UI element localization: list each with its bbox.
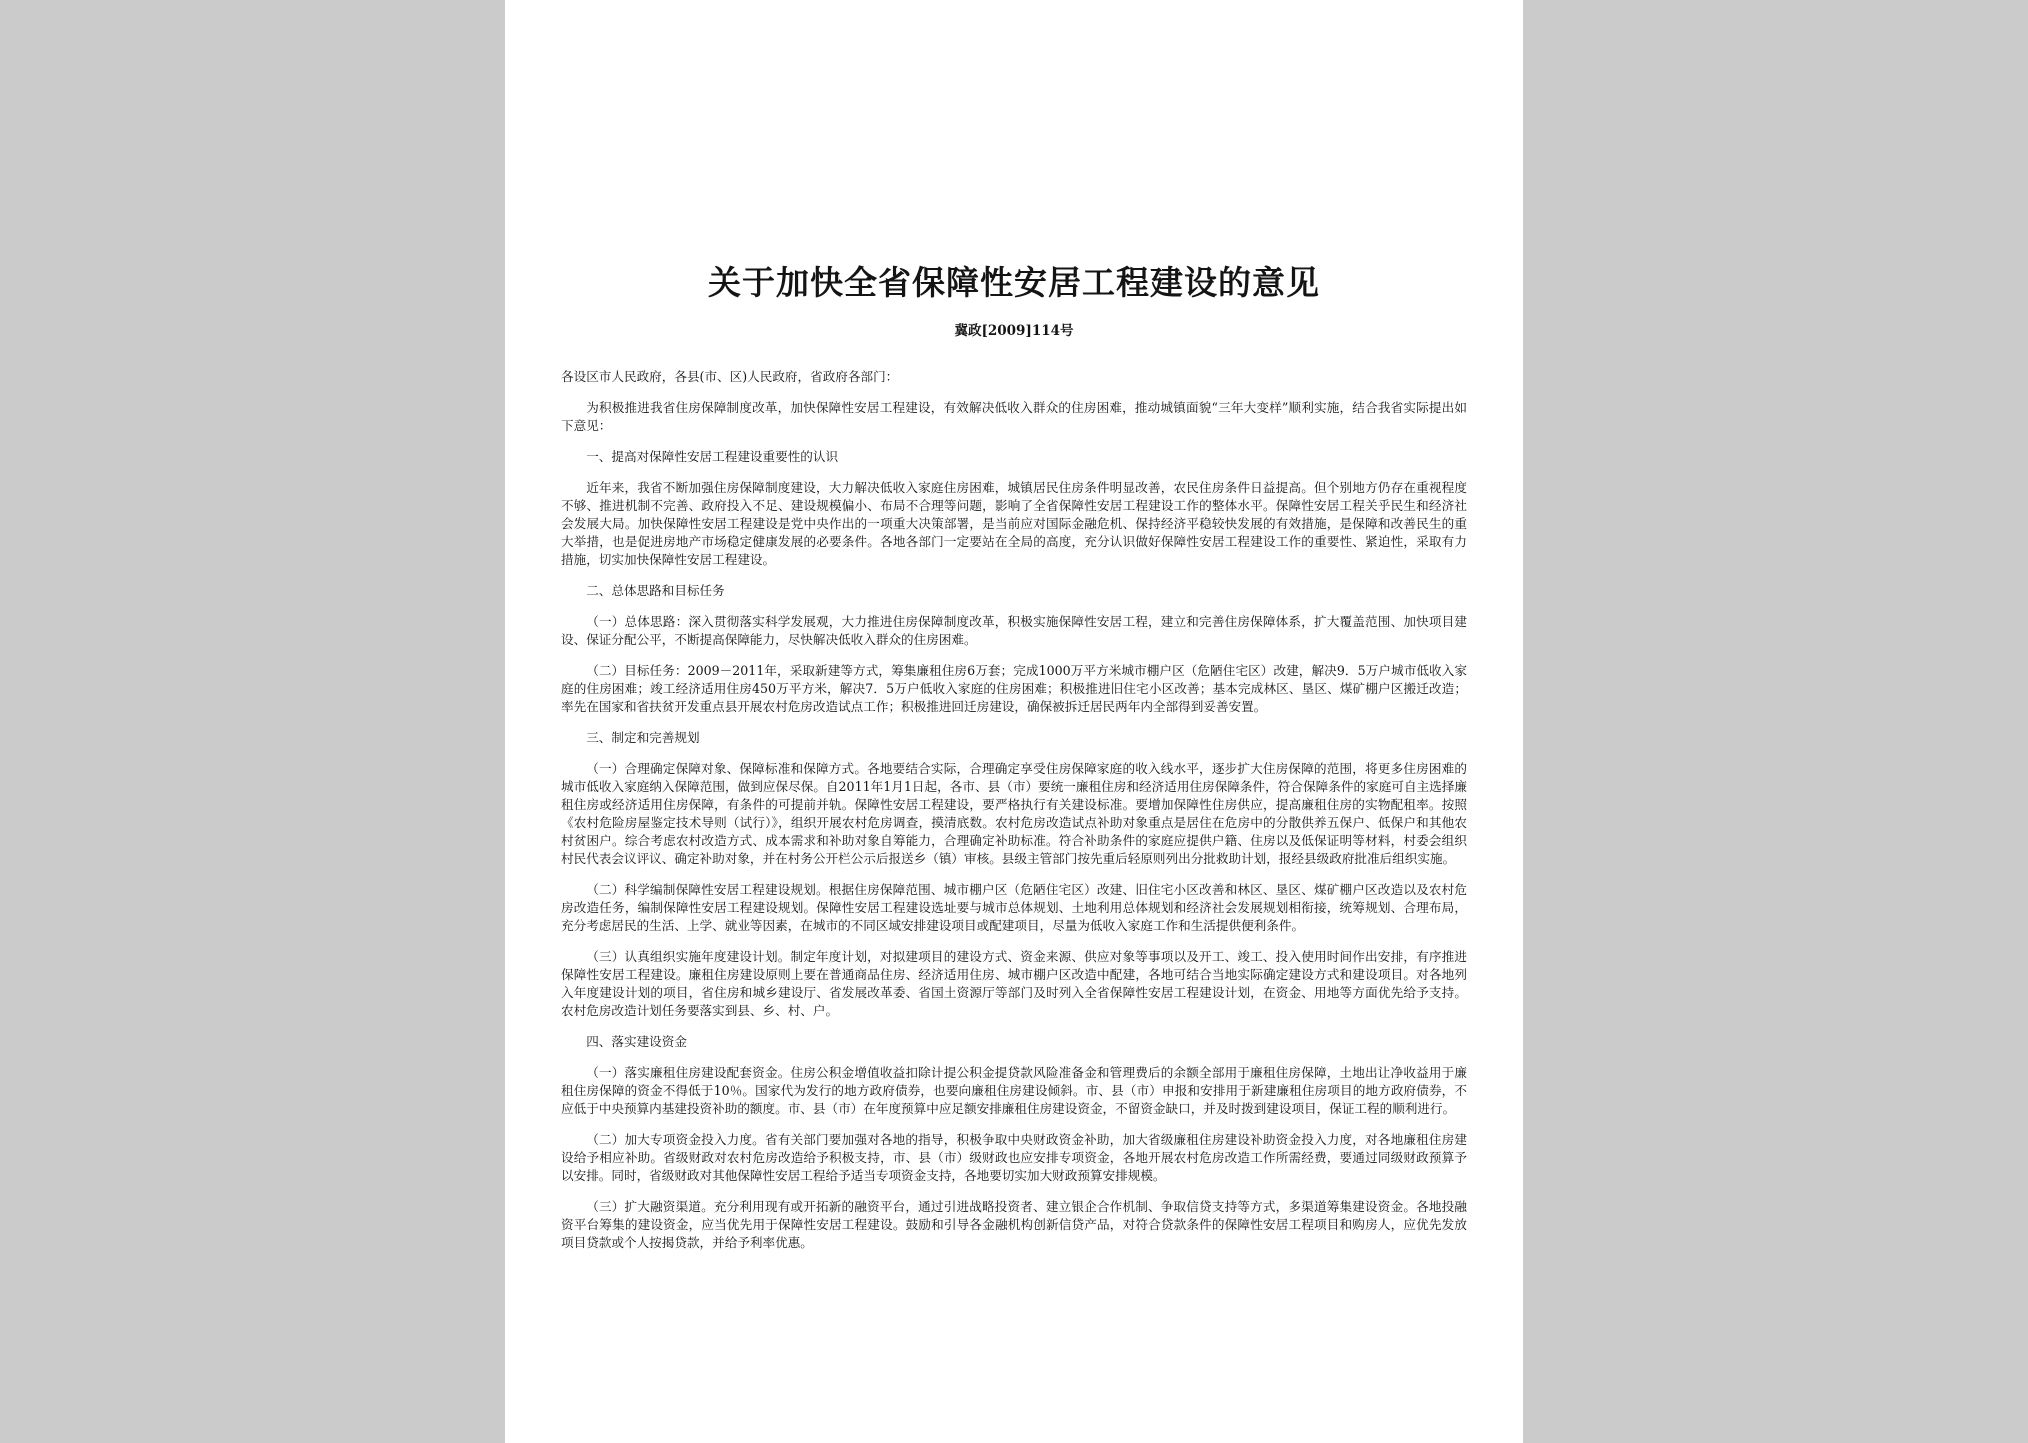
- intro-paragraph: 为积极推进我省住房保障制度改革，加快保障性安居工程建设，有效解决低收入群众的住房困难，推动城镇面貌“三年大变样”顺利实施，结合我省实际提出如下意见：: [561, 400, 1467, 433]
- document-title: 关于加快全省保障性安居工程建设的意见: [708, 263, 1320, 302]
- body-paragraph: （三）扩大融资渠道。充分利用现有或开拓新的融资平台，通过引进战略投资者、建立银企合作机制、争取信贷支持等方式，多渠道筹集建设资金。各地投融资平台筹集的建设资金，应当优先用于保障性安居工程建设。鼓励和引导各金融机构创新信贷产品，对符合贷款条件的保障性安居工程项目和购房人，应优先发放项目贷款或个人按揭贷款，并给予利率优惠。: [561, 1199, 1467, 1250]
- body-paragraph: （二）加大专项资金投入力度。省有关部门要加强对各地的指导，积极争取中央财政资金补助，加大省级廉租住房建设补助资金投入力度，对各地廉租住房建设给予相应补助。省级财政对农村危房改造给予积极支持，市、县（市）级财政也应安排专项资金，各地开展农村危房改造工作所需经费，要通过同级财政预算予以安排。同时，省级财政对其他保障性安居工程给予适当专项资金支持，各地要切实加大财政预算安排规模。: [561, 1132, 1467, 1183]
- body-paragraph: （一）总体思路：深入贯彻落实科学发展观，大力推进住房保障制度改革，积极实施保障性安居工程，建立和完善住房保障体系，扩大覆盖范围、加快项目建设、保证分配公平，不断提高保障能力，尽快解决低收入群众的住房困难。: [561, 614, 1467, 647]
- salutation: 各设区市人民政府，各县(市、区)人民政府，省政府各部门：: [561, 369, 899, 384]
- section-heading: 三、制定和完善规划: [586, 730, 700, 745]
- body-paragraph: （二）目标任务：2009－2011年，采取新建等方式，筹集廉租住房6万套；完成1000万平方米城市棚户区（危陋住宅区）改建，解决9．5万户城市低收入家庭的住房困难；竣工经济适用住房450万平方米，解决7．5万户低收入家庭的住房困难；积极推进旧住宅小区改善；基本完成林区、垦区、煤矿棚户区搬迁改造；率先在国家和省扶贫开发重点县开展农村危房改造试点工作；积极推进回迁房建设，确保被拆迁居民两年内全部得到妥善安置。: [561, 663, 1467, 714]
- body-paragraph: （三）认真组织实施年度建设计划。制定年度计划，对拟建项目的建设方式、资金来源、供应对象等事项以及开工、竣工、投入使用时间作出安排，有序推进保障性安居工程建设。廉租住房建设原则上要在普通商品住房、经济适用住房、城市棚户区改造中配建，各地可结合当地实际确定建设方式和建设项目。对各地列入年度建设计划的项目，省住房和城乡建设厅、省发展改革委、省国土资源厅等部门及时列入全省保障性安居工程建设计划，在资金、用地等方面优先给予支持。农村危房改造计划任务要落实到县、乡、村、户。: [561, 949, 1467, 1018]
- document-number: 冀政[2009]114号: [954, 323, 1074, 339]
- body-paragraph: （一）合理确定保障对象、保障标准和保障方式。各地要结合实际，合理确定享受住房保障家庭的收入线水平，逐步扩大住房保障的范围，将更多住房困难的城市低收入家庭纳入保障范围，做到应保尽保。自2011年1月1日起，各市、县（市）要统一廉租住房和经济适用住房保障条件，符合保障条件的家庭可自主选择廉租住房或经济适用住房保障，有条件的可提前并轨。保障性安居工程建设，要严格执行有关建设标准。要增加保障性住房供应，提高廉租住房的实物配租率。按照《农村危险房屋鉴定技术导则（试行）》，组织开展农村危房调查，摸清底数。农村危房改造试点补助对象重点是居住在危房中的分散供养五保户、低保户和其他农村贫困户。综合考虑农村改造方式、成本需求和补助对象自筹能力，合理确定补助标准。符合补助条件的家庭应提供户籍、住房以及低保证明等材料，村委会组织村民代表会议评议、确定补助对象，并在村务公开栏公示后报送乡（镇）审核。县级主管部门按先重后轻原则列出分批救助计划，报经县级政府批准后组织实施。: [561, 761, 1467, 866]
- section-heading: 二、总体思路和目标任务: [586, 583, 725, 598]
- section-heading: 一、提高对保障性安居工程建设重要性的认识: [586, 449, 839, 464]
- body-paragraph: （一）落实廉租住房建设配套资金。住房公积金增值收益扣除计提公积金提贷款风险准备金和管理费后的余额全部用于廉租住房保障，土地出让净收益用于廉租住房保障的资金不得低于10％。国家代为发行的地方政府债券，也要向廉租住房建设倾斜。市、县（市）申报和安排用于新建廉租住房项目的地方政府债券，不应低于中央预算内基建投资补助的额度。市、县（市）在年度预算中应足额安排廉租住房建设资金，不留资金缺口，并及时拨到建设项目，保证工程的顺利进行。: [561, 1065, 1467, 1116]
- document-page: [505, 0, 1523, 1443]
- section-heading: 四、落实建设资金: [586, 1034, 687, 1049]
- body-paragraph: 近年来，我省不断加强住房保障制度建设，大力解决低收入家庭住房困难，城镇居民住房条件明显改善，农民住房条件日益提高。但个别地方仍存在重视程度不够、推进机制不完善、政府投入不足、建设规模偏小、布局不合理等问题，影响了全省保障性安居工程建设工作的整体水平。保障性安居工程关乎民生和经济社会发展大局。加快保障性安居工程建设是党中央作出的一项重大决策部署，是当前应对国际金融危机、保持经济平稳较快发展的有效措施，是保障和改善民生的重大举措，也是促进房地产市场稳定健康发展的必要条件。各地各部门一定要站在全局的高度，充分认识做好保障性安居工程建设工作的重要性、紧迫性，采取有力措施，切实加快保障性安居工程建设。: [561, 480, 1467, 567]
- body-paragraph: （二）科学编制保障性安居工程建设规划。根据住房保障范围、城市棚户区（危陋住宅区）改建、旧住宅小区改善和林区、垦区、煤矿棚户区改造以及农村危房改造任务，编制保障性安居工程建设规划。保障性安居工程建设选址要与城市总体规划、土地利用总体规划和经济社会发展规划相衔接，统筹规划、合理布局，充分考虑居民的生活、上学、就业等因素，在城市的不同区域安排建设项目或配建项目，尽量为低收入家庭工作和生活提供便利条件。: [561, 882, 1467, 933]
